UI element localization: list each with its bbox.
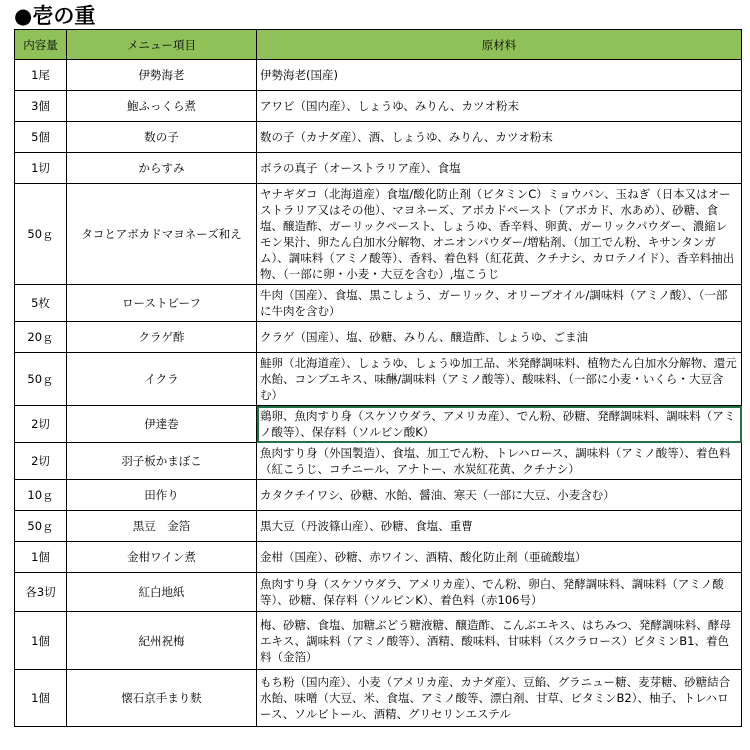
cell-ingredients[interactable]: ボラの真子（オーストラリア産）、食塩: [257, 153, 742, 184]
cell-quantity[interactable]: 2切: [15, 406, 67, 443]
cell-quantity[interactable]: 2切: [15, 443, 67, 480]
cell-quantity[interactable]: 3個: [15, 91, 67, 122]
cell-quantity[interactable]: 1個: [15, 542, 67, 573]
table-row: [15, 184, 742, 285]
cell-menu-item[interactable]: ローストビーフ: [67, 285, 257, 322]
cell-menu-item[interactable]: 懐石京手まり麩: [67, 670, 257, 727]
cell-ingredients[interactable]: クラゲ（国産）、塩、砂糖、みりん、醸造酢、しょうゆ、ごま油: [257, 322, 742, 353]
table-row: [15, 542, 742, 573]
cell-quantity[interactable]: 10ｇ: [15, 480, 67, 511]
cell-quantity[interactable]: 50ｇ: [15, 511, 67, 542]
cell-quantity[interactable]: 1尾: [15, 60, 67, 91]
cell-ingredients[interactable]: 伊勢海老(国産): [257, 60, 742, 91]
cell-ingredients[interactable]: カタクチイワシ、砂糖、水飴、醤油、寒天（一部に大豆、小麦含む）: [257, 480, 742, 511]
table-row: [15, 406, 742, 443]
cell-ingredients[interactable]: 魚肉すり身（外国製造）、食塩、加工でん粉、トレハロース、調味料（アミノ酸等）、着色料（紅こうじ、コチニール、アナトー、水炭紅花黄、クチナシ）: [257, 443, 742, 480]
table-row: [15, 285, 742, 322]
cell-quantity[interactable]: 1切: [15, 153, 67, 184]
cell-menu-item[interactable]: 鮑ふっくら煮: [67, 91, 257, 122]
cell-ingredients[interactable]: 黒大豆（丹波篠山産）、砂糖、食塩、重曹: [257, 511, 742, 542]
header-menu-item: メニュー項目: [67, 30, 257, 60]
table-row: [15, 91, 742, 122]
cell-quantity[interactable]: 5枚: [15, 285, 67, 322]
cell-quantity[interactable]: 50ｇ: [15, 184, 67, 285]
table-row: [15, 612, 742, 670]
table-row: [15, 60, 742, 91]
table-row: [15, 573, 742, 612]
cell-quantity[interactable]: 各3切: [15, 573, 67, 612]
cell-ingredients[interactable]: 金柑（国産）、砂糖、赤ワイン、酒精、酸化防止剤（亜硫酸塩）: [257, 542, 742, 573]
cell-quantity[interactable]: 5個: [15, 122, 67, 153]
cell-menu-item[interactable]: からすみ: [67, 153, 257, 184]
cell-menu-item[interactable]: クラゲ酢: [67, 322, 257, 353]
table-row: [15, 511, 742, 542]
cell-menu-item[interactable]: 紅白地紙: [67, 573, 257, 612]
table-row: [15, 353, 742, 406]
cell-quantity[interactable]: 1個: [15, 670, 67, 727]
section-title: ●壱の重: [14, 4, 96, 28]
header-ingredients: 原材料: [257, 30, 742, 60]
header-quantity: 内容量: [15, 30, 67, 60]
cell-ingredients[interactable]: 数の子（カナダ産）、酒、しょうゆ、みりん、カツオ粉末: [257, 122, 742, 153]
cell-menu-item[interactable]: 紀州祝梅: [67, 612, 257, 670]
table-row: [15, 443, 742, 480]
cell-quantity[interactable]: 20ｇ: [15, 322, 67, 353]
cell-ingredients[interactable]: 魚肉すり身（スケソウダラ、アメリカ産）、でん粉、卵白、発酵調味料、調味料（アミノ酸等）、砂糖、保存料（ソルビンK）、着色料（赤106号）: [257, 573, 742, 612]
cell-menu-item[interactable]: 伊勢海老: [67, 60, 257, 91]
cell-ingredients-selected[interactable]: 鶏卵、魚肉すり身（スケソウダラ、アメリカ産）、でん粉、砂糖、発酵調味料、調味料（アミノ酸等）、保存料（ソルビン酸K）: [257, 406, 742, 443]
table-row: [15, 670, 742, 727]
cell-quantity[interactable]: 1個: [15, 612, 67, 670]
cell-menu-item[interactable]: 黒豆 金箔: [67, 511, 257, 542]
cell-ingredients[interactable]: 牛肉（国産）、食塩、黒こしょう、ガーリック、オリーブオイル/調味料（アミノ酸）、（一部に牛肉を含む）: [257, 285, 742, 322]
cell-quantity[interactable]: 50ｇ: [15, 353, 67, 406]
table-row: [15, 322, 742, 353]
table-header-row: [15, 30, 742, 60]
cell-menu-item[interactable]: イクラ: [67, 353, 257, 406]
cell-ingredients[interactable]: アワビ（国内産）、しょうゆ、みりん、カツオ粉末: [257, 91, 742, 122]
cell-menu-item[interactable]: 羽子板かまぼこ: [67, 443, 257, 480]
table-row: [15, 480, 742, 511]
cell-menu-item[interactable]: タコとアボカドマヨネーズ和え: [67, 184, 257, 285]
cell-menu-item[interactable]: 数の子: [67, 122, 257, 153]
table-row: [15, 153, 742, 184]
cell-menu-item[interactable]: 伊達巻: [67, 406, 257, 443]
cell-ingredients[interactable]: 梅、砂糖、食塩、加糖ぶどう糖液糖、醸造酢、こんぶエキス、はちみつ、発酵調味料、酵母エキス、調味料（アミノ酸等）、酒精、酸味料、甘味料（スクラロース）ビタミンB1、着色料（金箔）: [257, 612, 742, 670]
cell-menu-item[interactable]: 田作り: [67, 480, 257, 511]
ingredients-table: [14, 29, 742, 727]
table-row: [15, 122, 742, 153]
cell-menu-item[interactable]: 金柑ワイン煮: [67, 542, 257, 573]
cell-ingredients[interactable]: 鮭卵（北海道産）、しょうゆ、しょうゆ加工品、米発酵調味料、植物たん白加水分解物、還元水飴、コンブエキス、味醂/調味料（アミノ酸等）、酸味料、（一部に小麦・いくら・大豆含む）: [257, 353, 742, 406]
cell-ingredients[interactable]: ヤナギダコ（北海道産）食塩/酸化防止剤（ビタミンC）ミョウバン、玉ねぎ（日本又はオーストラリア又はその他）、マヨネーズ、アボカドペースト（アボカド、水あめ）、砂糖、食塩、醸造酢、ガーリックペースト、しょうゆ、香辛料、卵黄、ガーリックパウダー、濃縮レモン果汁、卵たん白加水分解物、オニオンパウダー/増粘剤、（加工でん粉、キサンタンガム）、調味料（アミノ酸等）、香料、着色料（紅花黄、クチナシ、カロテノイド）、香辛料抽出物、（一部に卵・小麦・大豆を含む）,塩こうじ: [257, 184, 742, 285]
cell-ingredients[interactable]: もち粉（国内産）、小麦（アメリカ産、カナダ産）、豆餡、グラニュー糖、麦芽糖、砂糖結合水飴、味噌（大豆、米、食塩、アミノ酸等、漂白剤、甘草、ビタミンB2）、柚子、トレハロース、ソルビトール、酒精、グリセリンエステル: [257, 670, 742, 727]
